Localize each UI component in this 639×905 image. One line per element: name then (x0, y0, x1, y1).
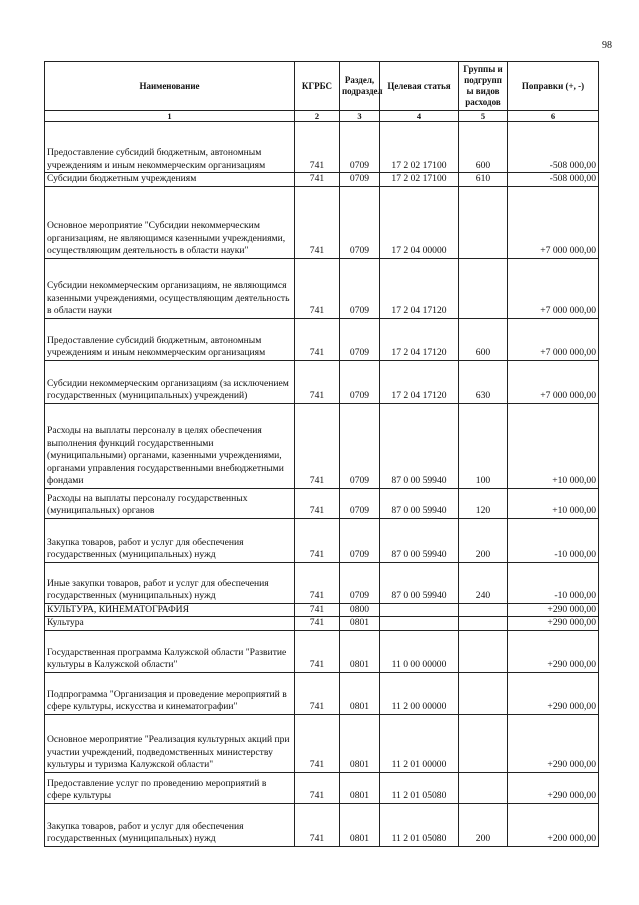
row-kgrbs: 741 (295, 603, 340, 617)
column-number-row (45, 111, 599, 122)
page-number: 98 (602, 40, 612, 51)
row-amount: +200 000,00 (508, 803, 599, 846)
row-amount: +290 000,00 (508, 617, 599, 631)
row-target (380, 603, 459, 617)
row-target: 17 2 04 17120 (380, 318, 459, 360)
row-section: 0801 (340, 772, 380, 803)
row-section: 0801 (340, 714, 380, 772)
row-kgrbs: 741 (295, 518, 340, 562)
row-name: Подпрограмма "Организация и проведение мероприятий в сфере культуры, искусства и кинематографии" (45, 672, 295, 714)
row-name: Субсидии некоммерческим организациям (за исключением государственных (муниципальных) учреждений) (45, 360, 295, 403)
row-name: Предоставление услуг по проведению мероприятий в сфере культуры (45, 772, 295, 803)
row-kgrbs: 741 (295, 672, 340, 714)
row-section: 0801 (340, 672, 380, 714)
row-target: 17 2 04 17120 (380, 258, 459, 318)
row-target: 11 2 00 00000 (380, 672, 459, 714)
row-amount: -508 000,00 (508, 122, 599, 173)
row-group: 240 (459, 562, 508, 603)
row-group: 600 (459, 122, 508, 173)
row-target: 17 2 04 17120 (380, 360, 459, 403)
column-number: 1 (45, 111, 295, 122)
table-row (45, 803, 599, 846)
table-row (45, 318, 599, 360)
row-section: 0801 (340, 803, 380, 846)
table-row (45, 173, 599, 187)
row-group (459, 672, 508, 714)
row-kgrbs: 741 (295, 772, 340, 803)
table-row (45, 186, 599, 258)
row-kgrbs: 741 (295, 173, 340, 187)
column-number: 5 (459, 111, 508, 122)
row-amount: +7 000 000,00 (508, 360, 599, 403)
table-row (45, 630, 599, 672)
row-section: 0800 (340, 603, 380, 617)
row-section: 0709 (340, 360, 380, 403)
row-group (459, 617, 508, 631)
table-row (45, 714, 599, 772)
table-row (45, 518, 599, 562)
row-target: 11 2 01 05080 (380, 803, 459, 846)
table-row (45, 772, 599, 803)
row-group: 630 (459, 360, 508, 403)
row-section: 0709 (340, 258, 380, 318)
row-amount: +7 000 000,00 (508, 258, 599, 318)
row-kgrbs: 741 (295, 258, 340, 318)
row-name: Закупка товаров, работ и услуг для обеспечения государственных (муниципальных) нужд (45, 518, 295, 562)
column-number: 2 (295, 111, 340, 122)
header-kgrbs: КГРБС (295, 62, 340, 111)
column-number: 3 (340, 111, 380, 122)
row-group: 600 (459, 318, 508, 360)
row-section: 0801 (340, 617, 380, 631)
row-name: Субсидии бюджетным учреждениям (45, 173, 295, 187)
row-section: 0709 (340, 518, 380, 562)
row-amount: +290 000,00 (508, 672, 599, 714)
row-amount: -10 000,00 (508, 562, 599, 603)
table-row (45, 488, 599, 518)
row-name: Расходы на выплаты персоналу государственных (муниципальных) органов (45, 488, 295, 518)
row-name: Предоставление субсидий бюджетным, автономным учреждениям и иным некоммерческим организациям (45, 122, 295, 173)
row-target: 17 2 02 17100 (380, 173, 459, 187)
row-section: 0709 (340, 488, 380, 518)
row-group (459, 258, 508, 318)
row-name: Расходы на выплаты персоналу в целях обеспечения выполнения функций государственными (муниципальными) органами, казенными учреждениями, органами управления государственными внебюджетными фондами (45, 403, 295, 488)
column-number: 6 (508, 111, 599, 122)
row-name: Субсидии некоммерческим организациям, не являющимся казенными учреждениями, осуществляющим деятельность в области науки (45, 258, 295, 318)
row-section: 0709 (340, 403, 380, 488)
row-kgrbs: 741 (295, 562, 340, 603)
row-name: Основное мероприятие "Реализация культурных акций при участии учреждений, подведомственных министерству культуры и туризма Калужской области" (45, 714, 295, 772)
row-target: 87 0 00 59940 (380, 403, 459, 488)
row-target: 87 0 00 59940 (380, 488, 459, 518)
header-amendments: Поправки (+, -) (508, 62, 599, 111)
row-amount: +7 000 000,00 (508, 186, 599, 258)
row-amount: +290 000,00 (508, 603, 599, 617)
row-kgrbs: 741 (295, 318, 340, 360)
row-name: КУЛЬТУРА, КИНЕМАТОГРАФИЯ (45, 603, 295, 617)
row-name: Предоставление субсидий бюджетным, автономным учреждениям и иным некоммерческим организациям (45, 318, 295, 360)
row-amount: +7 000 000,00 (508, 318, 599, 360)
row-name: Закупка товаров, работ и услуг для обеспечения государственных (муниципальных) нужд (45, 803, 295, 846)
row-target: 11 2 01 05080 (380, 772, 459, 803)
row-target: 17 2 04 00000 (380, 186, 459, 258)
row-name: Иные закупки товаров, работ и услуг для обеспечения государственных (муниципальных) нужд (45, 562, 295, 603)
row-name: Основное мероприятие "Субсидии некоммерческим организациям, не являющимся казенными учреждениями, осуществляющим деятельность в области науки" (45, 186, 295, 258)
row-kgrbs: 741 (295, 630, 340, 672)
row-amount: -10 000,00 (508, 518, 599, 562)
header-groups: Группы и подгрупп ы видов расходов (459, 62, 508, 111)
table-row (45, 603, 599, 617)
row-amount: +10 000,00 (508, 488, 599, 518)
row-kgrbs: 741 (295, 186, 340, 258)
table-row (45, 672, 599, 714)
row-group (459, 772, 508, 803)
row-section: 0801 (340, 630, 380, 672)
budget-table (44, 61, 599, 847)
row-kgrbs: 741 (295, 617, 340, 631)
row-amount: +290 000,00 (508, 630, 599, 672)
row-group: 200 (459, 803, 508, 846)
row-kgrbs: 741 (295, 360, 340, 403)
table-row (45, 360, 599, 403)
header-section: Раздел, подраздел (340, 62, 380, 111)
row-amount: +10 000,00 (508, 403, 599, 488)
row-target (380, 617, 459, 631)
row-kgrbs: 741 (295, 403, 340, 488)
table-row (45, 258, 599, 318)
row-group: 200 (459, 518, 508, 562)
column-number: 4 (380, 111, 459, 122)
row-section: 0709 (340, 122, 380, 173)
row-kgrbs: 741 (295, 803, 340, 846)
table-row (45, 562, 599, 603)
row-amount: +290 000,00 (508, 772, 599, 803)
row-target: 11 2 01 00000 (380, 714, 459, 772)
row-group: 100 (459, 403, 508, 488)
row-name: Государственная программа Калужской области "Развитие культуры в Калужской области" (45, 630, 295, 672)
row-target: 87 0 00 59940 (380, 562, 459, 603)
row-kgrbs: 741 (295, 122, 340, 173)
row-group (459, 630, 508, 672)
table-row (45, 617, 599, 631)
table-header-row (45, 62, 599, 111)
table-row (45, 403, 599, 488)
row-section: 0709 (340, 562, 380, 603)
row-section: 0709 (340, 318, 380, 360)
row-kgrbs: 741 (295, 488, 340, 518)
header-name: Наименование (45, 62, 295, 111)
row-group: 120 (459, 488, 508, 518)
table-row (45, 122, 599, 173)
header-target: Целевая статья (380, 62, 459, 111)
row-section: 0709 (340, 173, 380, 187)
row-amount: -508 000,00 (508, 173, 599, 187)
row-kgrbs: 741 (295, 714, 340, 772)
row-section: 0709 (340, 186, 380, 258)
row-target: 87 0 00 59940 (380, 518, 459, 562)
row-target: 11 0 00 00000 (380, 630, 459, 672)
row-name: Культура (45, 617, 295, 631)
row-amount: +290 000,00 (508, 714, 599, 772)
row-group (459, 603, 508, 617)
row-group (459, 186, 508, 258)
row-target: 17 2 02 17100 (380, 122, 459, 173)
row-group: 610 (459, 173, 508, 187)
row-group (459, 714, 508, 772)
